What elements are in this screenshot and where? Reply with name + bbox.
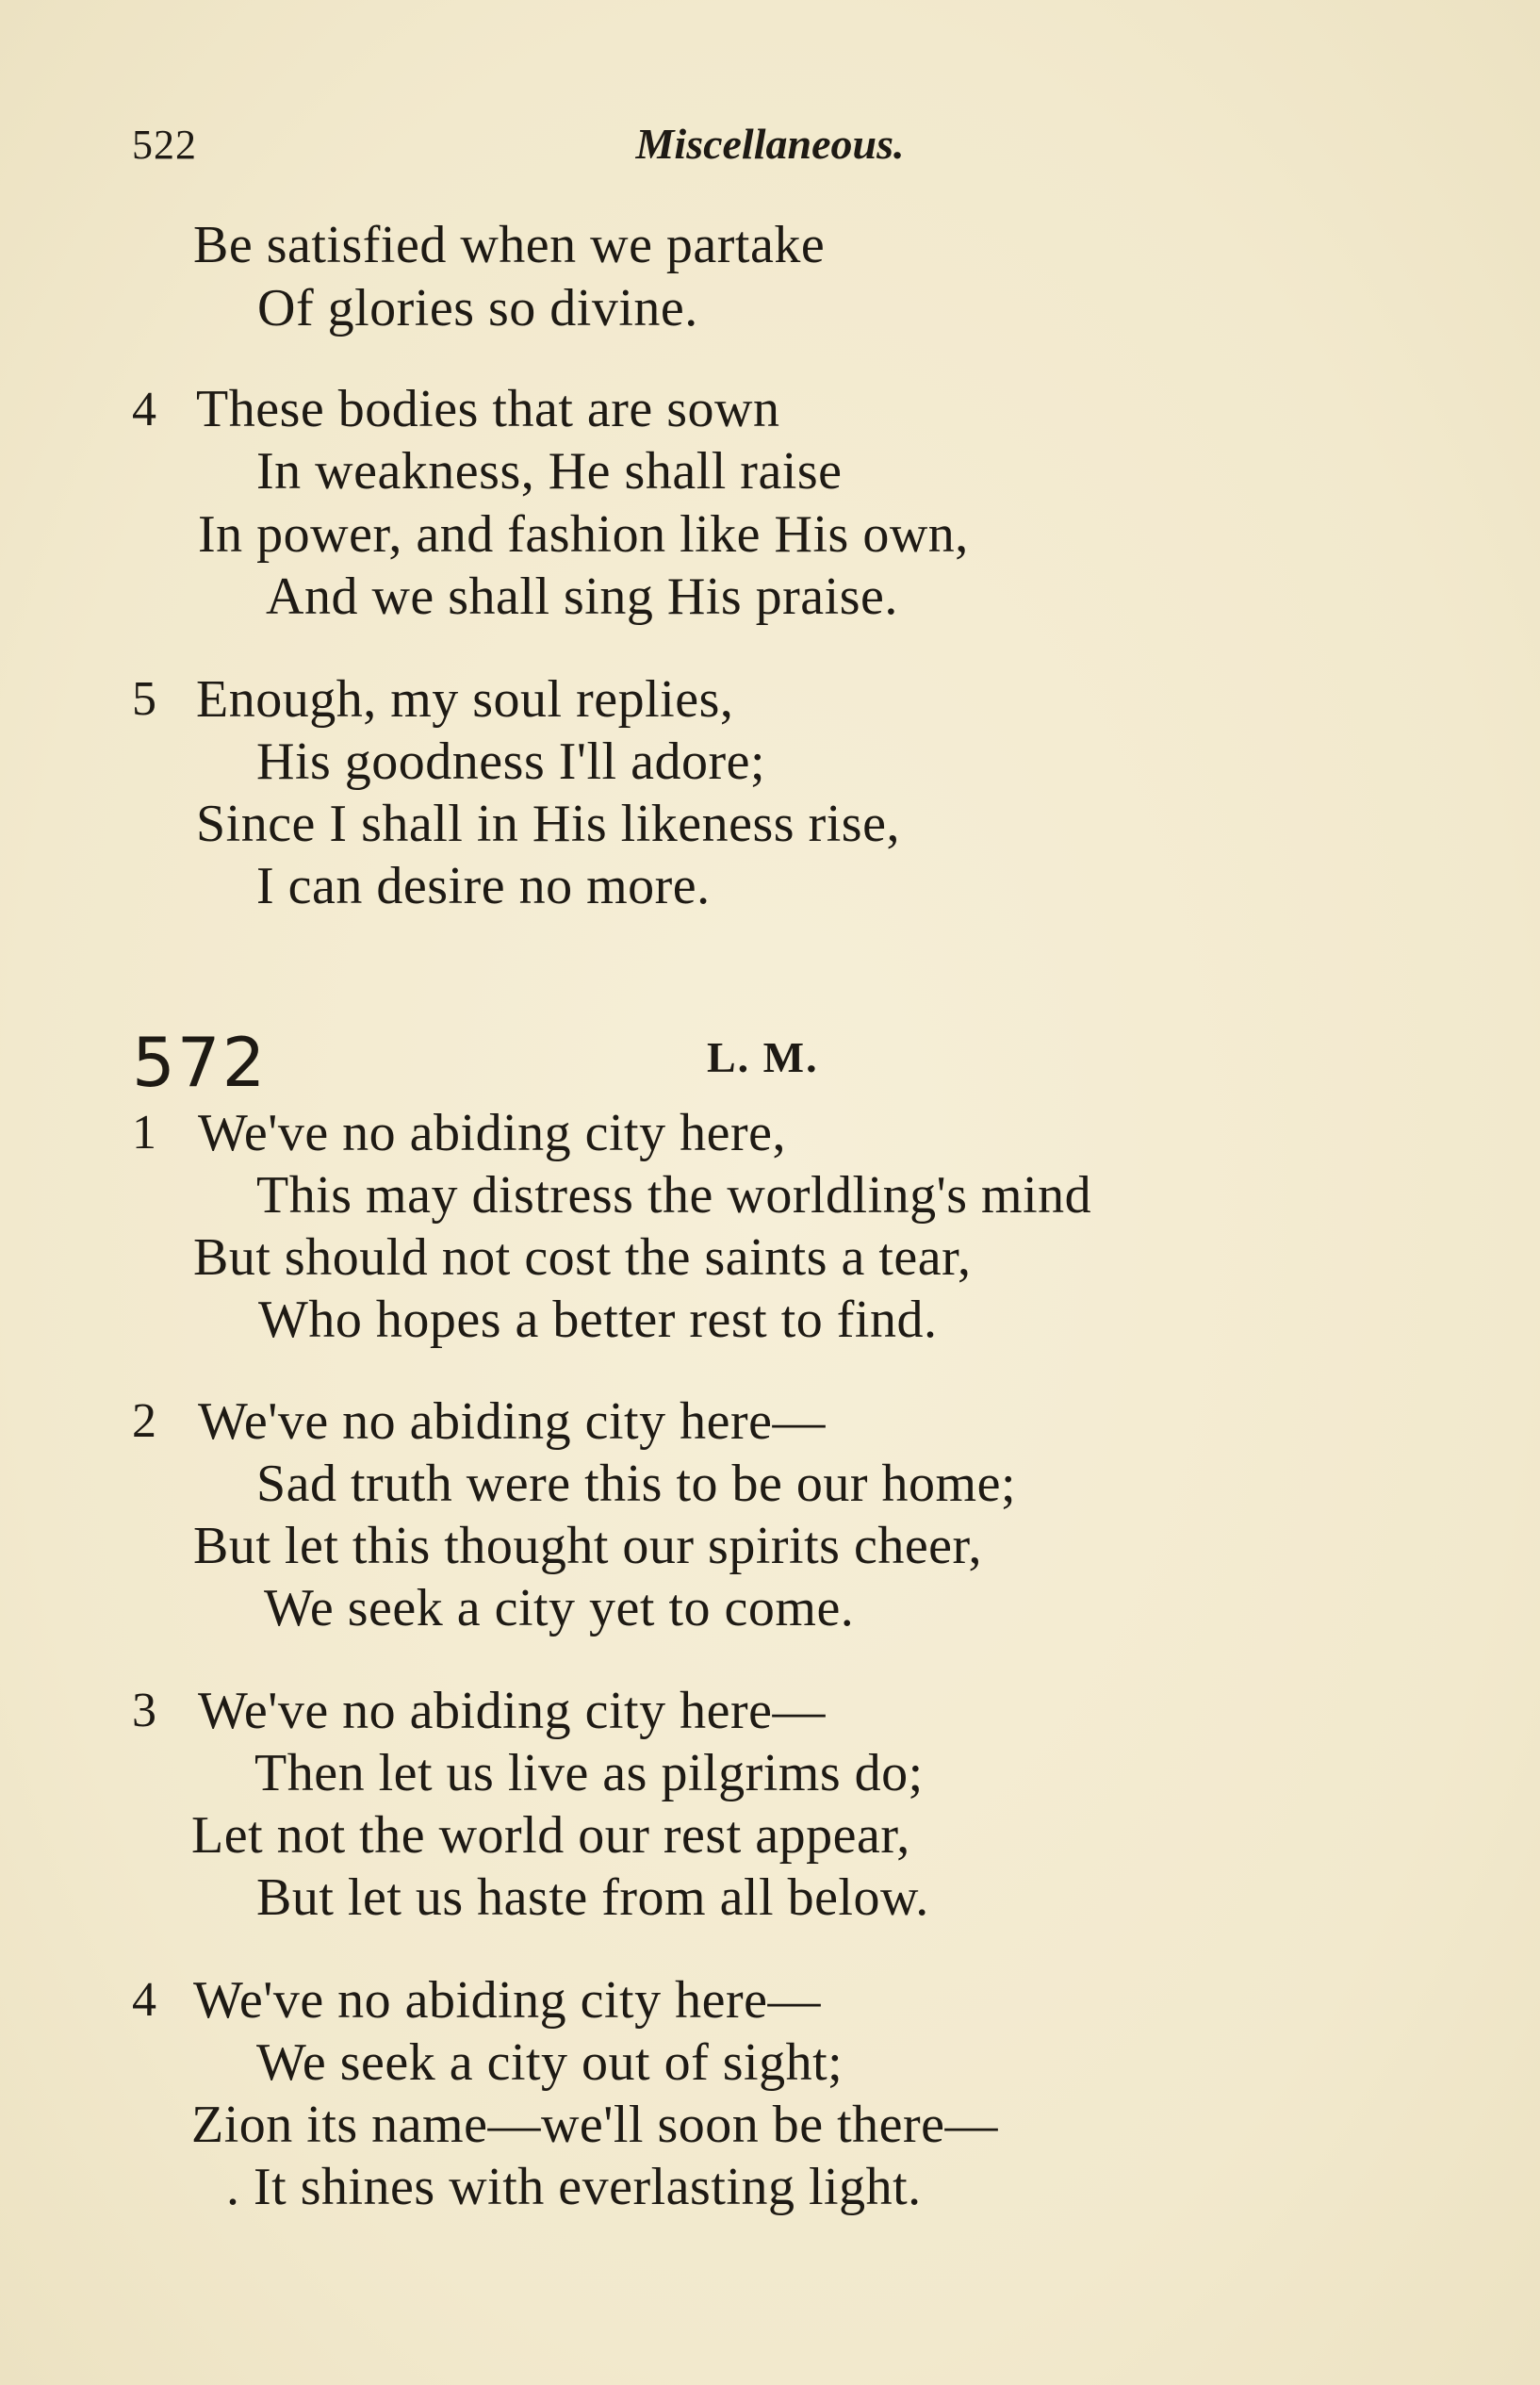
verse-line: But should not cost the saints a tear, xyxy=(193,1228,972,1287)
verse-line: Sad truth were this to be our home; xyxy=(256,1455,1017,1513)
verse-line: We seek a city yet to come. xyxy=(264,1579,855,1637)
running-head: Miscellaneous. xyxy=(635,120,905,168)
verse-line: We've no abiding city here— xyxy=(198,1682,826,1740)
verse-line: Then let us live as pilgrims do; xyxy=(254,1744,924,1802)
hymn-meter: L. M. xyxy=(707,1033,819,1081)
verse-line: And we shall sing His praise. xyxy=(266,567,898,626)
stanza-number: 3 xyxy=(132,1684,156,1737)
verse-line: We've no abiding city here, xyxy=(198,1104,786,1162)
verse-line: In weakness, He shall raise xyxy=(256,442,843,501)
hymn-number: 572 xyxy=(132,1023,268,1102)
verse-line: Of glories so divine. xyxy=(257,279,698,337)
verse-line: . It shines with everlasting light. xyxy=(226,2158,922,2216)
verse-line: Let not the world our rest appear, xyxy=(191,1806,910,1865)
verse-line: We seek a city out of sight; xyxy=(256,2033,844,2092)
verse-line: But let us haste from all below. xyxy=(256,1868,929,1927)
verse-line: Since I shall in His likeness rise, xyxy=(196,795,900,853)
verse-line: Zion its name—we'll soon be there— xyxy=(191,2096,999,2154)
verse-line: I can desire no more. xyxy=(256,857,711,915)
verse-line: In power, and fashion like His own, xyxy=(198,505,969,564)
stanza-number: 1 xyxy=(132,1106,156,1160)
verse-line: This may distress the worldling's mind xyxy=(256,1166,1092,1225)
verse-line: Be satisfied when we partake xyxy=(193,216,826,274)
verse-line: We've no abiding city here— xyxy=(193,1971,821,2030)
verse-line: But let this thought our spirits cheer, xyxy=(193,1517,982,1575)
verse-line: Enough, my soul replies, xyxy=(196,670,734,729)
stanza-number: 4 xyxy=(132,383,156,436)
stanza-number: 4 xyxy=(132,1973,156,2027)
verse-line: Who hopes a better rest to find. xyxy=(258,1291,938,1349)
stanza-number: 2 xyxy=(132,1394,156,1448)
verse-line: These bodies that are sown xyxy=(196,380,780,438)
page-number: 522 xyxy=(132,122,197,168)
stanza-number: 5 xyxy=(132,672,156,726)
verse-line: We've no abiding city here— xyxy=(198,1392,826,1451)
verse-line: His goodness I'll adore; xyxy=(256,732,766,791)
